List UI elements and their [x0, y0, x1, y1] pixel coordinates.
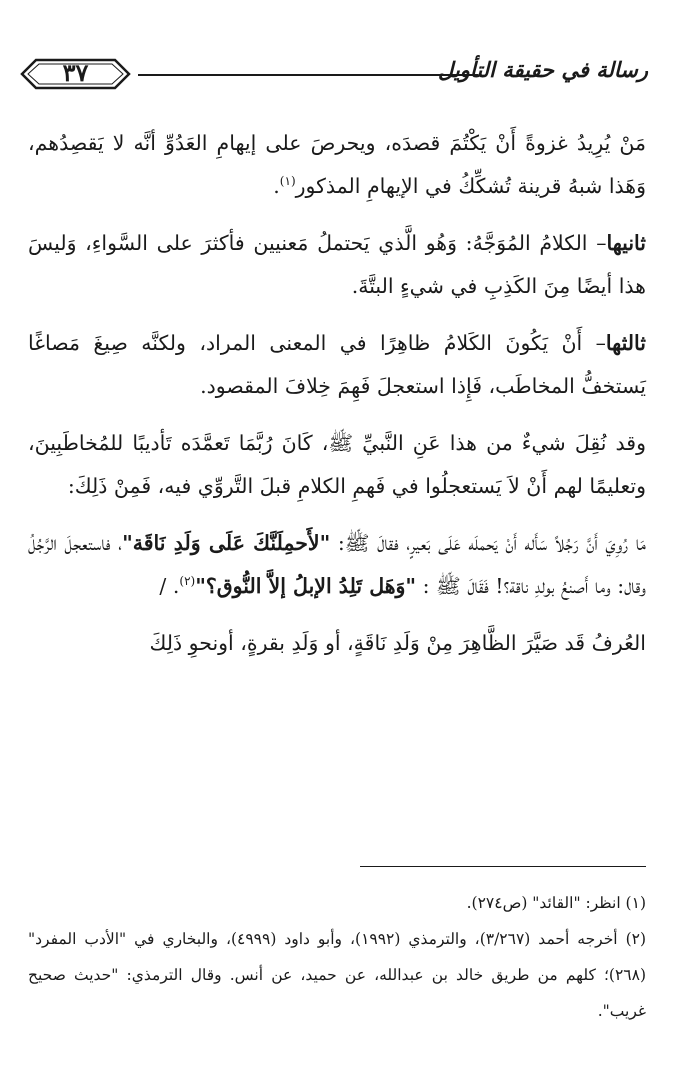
running-title: رسالة في حقيقة التأويل — [438, 57, 648, 82]
footnote-2: (٢) أخرجه أحمد (٣/٢٦٧)، والترمذي (١٩٩٢)، وأبو داود (٤٩٩٩)، والبخاري في "الأدب المفرد" (٢٦٨)؛ كلهم من طريق خالد بن عبدالله، عن حميد، عن أنس. وقال الترمذي: "حديث صحيح غريب". — [28, 930, 647, 1020]
paragraph-4 — [28, 422, 646, 508]
main-text — [28, 122, 646, 679]
paragraph-text: ، فاستعجلَ الرَّجُلُ وقال: وما أَصنعُ بولدِ ناقة؟! فَقَالَ ﷺ : — [28, 531, 646, 598]
paragraph-1 — [28, 122, 646, 208]
section-label-third: ثالثها — [605, 331, 646, 355]
paragraph-text: مَنْ يُرِيدُ غزوةً أَنْ يَكْتُمَ قصدَه، ويحرصَ على إيهامِ العَدُوِّ أنَّه لا يَقصِدُهم، وَهَذا شبهُ قرينة تُشكِّكُ في الإيهامِ المذكور — [28, 131, 646, 198]
page-number-badge — [18, 52, 133, 96]
footnote-ref-1: (١) — [279, 174, 296, 189]
paragraph-6 — [28, 622, 646, 665]
footnote-1: (١) انظر: "القائد" (ص٢٧٤). — [466, 894, 646, 912]
paragraph-text: – أَنْ يَكُونَ الكَلامُ ظاهِرًا في المعنى المراد، ولكنَّه صِيغَ مَصاغًا يَستخفُّ المخاطَب، فَإِذا استعجلَ فَهِمَ خِلافَ المقصود. — [28, 331, 646, 398]
footnote-separator — [360, 866, 646, 867]
paragraph-text: مَا رُوِيَ أَنَّ رَجُلاً سَأَله أَنْ يَحملَه عَلَى بَعيرٍ، فقالَ ﷺ: — [330, 531, 646, 555]
paragraph-text: وقد نُقِلَ شيءٌ من هذا عَنِ النَّبيِّ ﷺ، كَانَ رُبَّمَا تَعمَّدَه تَأديبًا للمُخاطَبِينَ، وتعليمًا لهم أَنْ لاَ يَستعجلُوا في فَهمِ الكلامِ قبلَ التَّروِّي فيه، فَمِنْ ذَلِكَ: — [28, 431, 646, 498]
paragraph-2 — [28, 222, 646, 308]
paragraph-end: . — [273, 174, 280, 198]
paragraph-5 — [28, 522, 646, 608]
hadith-quote-2: "وَهَل تَلِدُ الإبلُ إلاَّ النُّوق؟" — [195, 574, 417, 598]
footnote-ref-2: (٢) — [179, 574, 196, 589]
page-header — [18, 52, 648, 96]
paragraph-text: العُرفُ قَد صَيَّرَ الظَّاهِرَ مِنْ وَلَدِ نَاقَةٍ، أو وَلَدِ بقرةٍ، أونحوِ ذَلِكَ — [149, 631, 646, 655]
header-rule — [138, 74, 478, 76]
footnotes — [28, 885, 646, 1029]
hadith-quote-1: "لأَحمِلَنَّكَ عَلَى وَلَدِ نَاقَة" — [122, 531, 331, 555]
page-number: ٣٧ — [62, 58, 89, 87]
section-label-second: ثانيها — [606, 231, 646, 255]
paragraph-text: – الكلامُ المُوَجَّهُ: وَهُو الَّذي يَحتملُ مَعنيين فأكثرَ على السَّواءِ، وَليسَ هذا أيضًا مِنَ الكَذِبِ في شيءٍ البتَّةَ. — [28, 231, 646, 298]
paragraph-3 — [28, 322, 646, 408]
paragraph-end: . / — [159, 574, 180, 598]
